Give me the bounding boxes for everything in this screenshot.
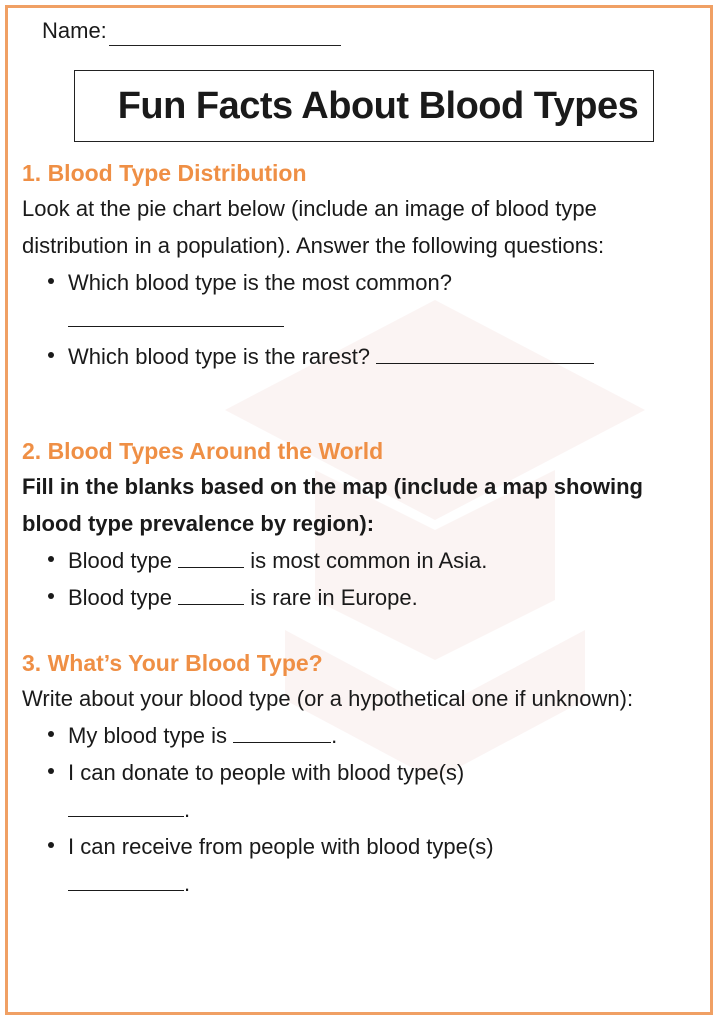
- section-blood-types-world: [22, 434, 692, 616]
- answer-blank[interactable]: [178, 545, 244, 568]
- answer-blank[interactable]: [178, 582, 244, 605]
- period: .: [331, 723, 338, 748]
- bullet-icon: [48, 593, 54, 599]
- section-3-items: [22, 717, 692, 902]
- blank-prefix: Blood type: [68, 585, 172, 610]
- period: .: [184, 797, 191, 822]
- blank-prefix: Blood type: [68, 548, 172, 573]
- question-most-common: [22, 264, 692, 338]
- question-text: Which blood type is the rarest?: [68, 344, 371, 369]
- section-3-heading: 3. What’s Your Blood Type?: [22, 650, 323, 676]
- bullet-icon: [48, 842, 54, 848]
- donate-item: [22, 754, 692, 828]
- section-2-blanks: [22, 542, 692, 616]
- blank-item-europe: [22, 579, 692, 616]
- answer-blank[interactable]: [233, 720, 331, 743]
- section-2-intro: Fill in the blanks based on the map (include a map showing blood type prevalence by region):: [22, 474, 643, 536]
- title-box: [74, 70, 654, 142]
- section-blood-type-distribution: [22, 156, 692, 375]
- bullet-icon: [48, 352, 54, 358]
- blank-suffix: is rare in Europe.: [250, 585, 418, 610]
- item-text: My blood type is: [68, 723, 227, 748]
- item-text: I can donate to people with blood type(s): [68, 760, 465, 785]
- question-rarest: [22, 338, 692, 375]
- section-3-intro: Write about your blood type (or a hypothetical one if unknown):: [22, 686, 634, 711]
- name-row: [42, 16, 341, 46]
- answer-blank[interactable]: [376, 341, 594, 364]
- period: .: [184, 871, 191, 896]
- name-label: Name:: [42, 18, 107, 43]
- bullet-icon: [48, 556, 54, 562]
- item-text: I can receive from people with blood type(s): [68, 834, 494, 859]
- answer-blank[interactable]: [68, 304, 284, 327]
- bullet-icon: [48, 768, 54, 774]
- my-blood-type-item: [22, 717, 692, 754]
- section-1-heading: 1. Blood Type Distribution: [22, 160, 307, 186]
- bullet-icon: [48, 731, 54, 737]
- blank-suffix: is most common in Asia.: [250, 548, 488, 573]
- section-1-questions: [22, 264, 692, 375]
- name-blank-line[interactable]: [109, 23, 341, 46]
- blank-item-asia: [22, 542, 692, 579]
- receive-item: [22, 828, 692, 902]
- answer-blank[interactable]: [68, 868, 184, 891]
- bullet-icon: [48, 278, 54, 284]
- section-your-blood-type: [22, 646, 692, 902]
- section-2-heading: 2. Blood Types Around the World: [22, 438, 384, 464]
- page-title: Fun Facts About Blood Types: [117, 84, 639, 127]
- answer-blank[interactable]: [68, 794, 184, 817]
- question-text: Which blood type is the most common?: [68, 270, 452, 295]
- section-1-intro: Look at the pie chart below (include an image of blood type distribution in a population). Answer the following questions:: [22, 196, 605, 258]
